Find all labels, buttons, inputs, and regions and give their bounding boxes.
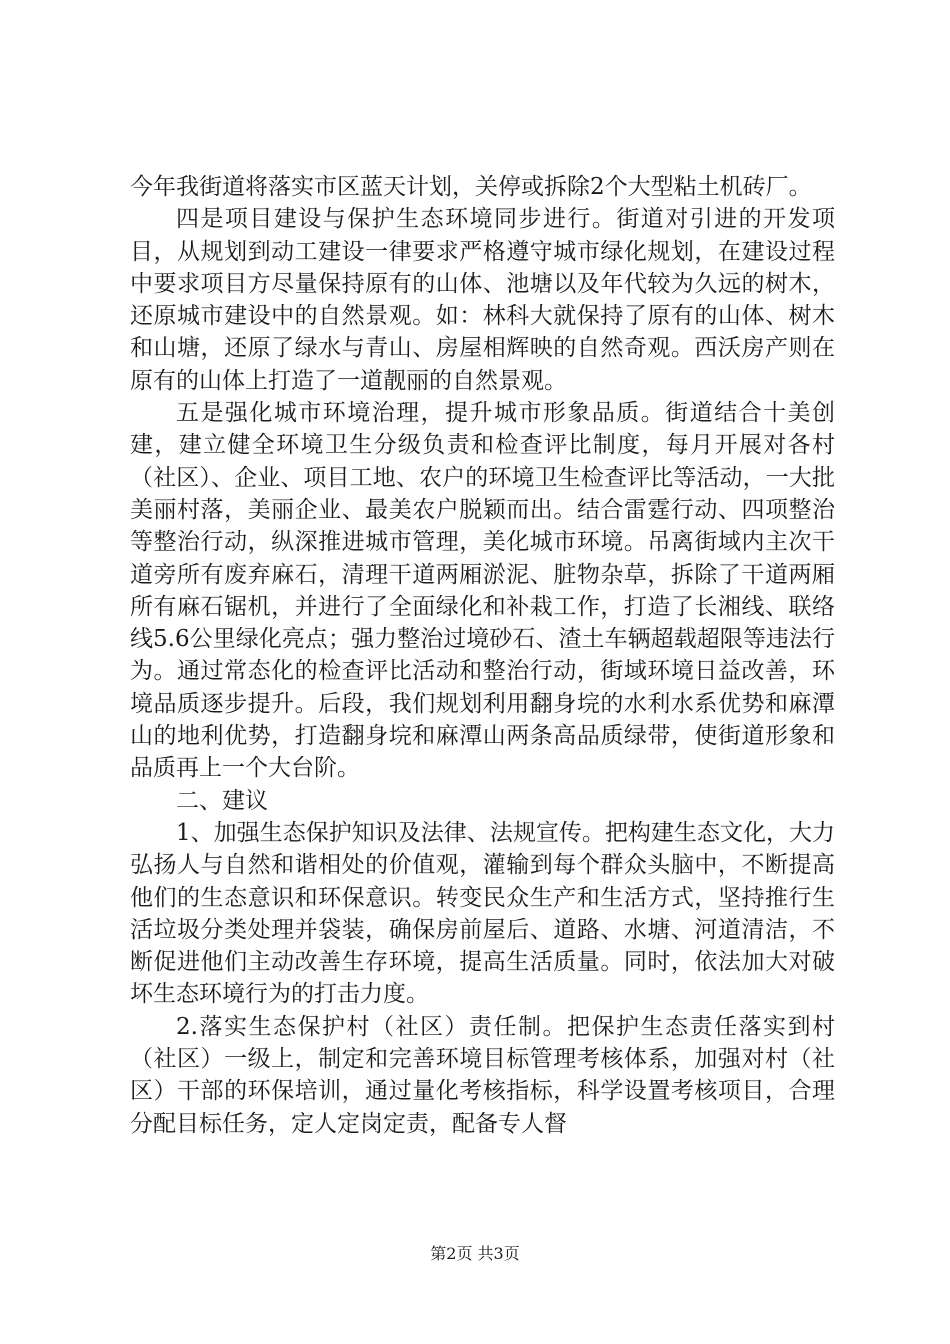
paragraph-1: 今年我街道将落实市区蓝天计划，关停或拆除2个大型粘土机砖厂。 [130,174,812,200]
section-heading: 二、建议 [176,787,268,814]
paragraph-3: 五是强化城市环境治理，提升城市形象品质。街道结合十美创建，建立健全环境卫生分级负责和检查评比制度，每月开展对各村（社区）、企业、项目工地、农户的环境卫生检查评比等活动，一大批美丽村落，美丽企业、最美农户脱颖而出。结合雷霆行动、四项整治等整治行动，纵深推进城市管理，美化城市环境。吊离街域内主次干道旁所有废弃麻石，清理干道两厢淤泥、脏物杂草，拆除了干道两厢所有麻石锯机，并进行了全面绿化和补栽工作，打造了长湘线、联络线5.6公里绿化亮点；强力整治过境砂石、渣土车辆超载超限等违法行为。通过常态化的检查评比活动和整治行动，街域环境日益改善，环境品质逐步提升。后段，我们规划利用翻身垸的水利水系优势和麻潭山的地利优势，打造翻身垸和麻潭山两条高品质绿带，使街道形象和品质再上一个大台阶。 [130,400,835,782]
paragraph-4: 1、加强生态保护知识及法律、法规宣传。把构建生态文化，大力弘扬人与自然和谐相处的价值观，灌输到每个群众头脑中，不断提高他们的生态意识和环保意识。转变民众生产和生活方式，坚持推行生活垃圾分类处理并袋装，确保房前屋后、道路、水塘、河道清洁，不断促进他们主动改善生存环境，提高生活质量。同时，依法加大对破坏生态环境行为的打击力度。 [130,819,835,1008]
page-number-footer: 第2页 共3页 [430,1244,520,1263]
paragraph-5: 2.落实生态保护村（社区）责任制。把保护生态责任落实到村（社区）一级上，制定和完善环境目标管理考核体系，加强对村（社区）干部的环保培训，通过量化考核指标，科学设置考核项目，合理分配目标任务，定人定岗定责，配备专人督 [130,1013,835,1137]
document-body [130,171,835,1140]
paragraph-2: 四是项目建设与保护生态环境同步进行。街道对引进的开发项目，从规划到动工建设一律要求严格遵守城市绿化规划，在建设过程中要求项目方尽量保持原有的山体、池塘以及年代较为久远的树木，还原城市建设中的自然景观。如：林科大就保持了原有的山体、树木和山塘，还原了绿水与青山、房屋相辉映的自然奇观。西沃房产则在原有的山体上打造了一道靓丽的自然景观。 [130,206,835,394]
